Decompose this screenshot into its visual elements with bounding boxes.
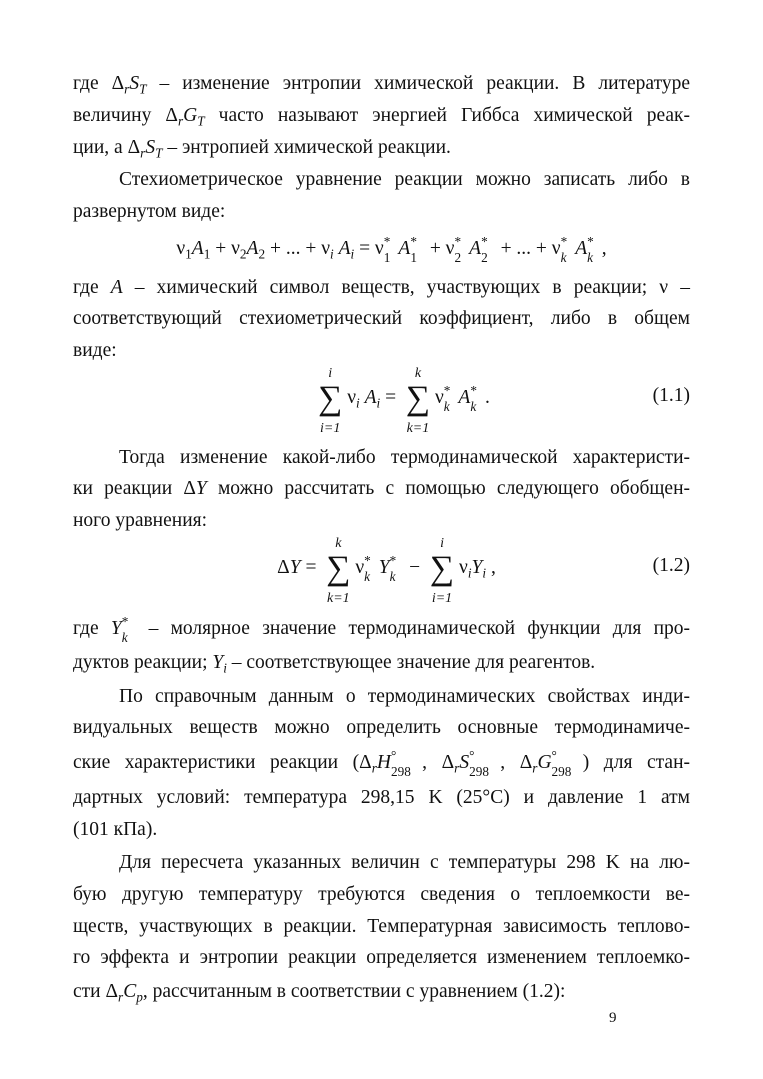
para7-line3: ществ, участвующих в реакции. Температурная зависимость теплово- <box>73 916 690 937</box>
para2-line1: Стехиометрическое уравнение реакции можно записать либо в <box>119 169 690 190</box>
para4-line3: ного уравнения: <box>73 510 208 531</box>
math-delta-r-g-t: $\Delta_rG_T$ <box>165 105 205 129</box>
para2-line2: развернутом виде: <box>73 201 226 222</box>
para5-line2: дуктов реакции; $Y_i$ – соответствующее значение для реагентов. <box>73 652 596 676</box>
para1-line3: ции, а $\Delta_rS_T$ – энтропией химической реакции. <box>73 137 451 161</box>
para7-line4: го эффекта и энтропии реакции определяется изменением теплоемко- <box>73 947 690 968</box>
math-y-i: $Y_i$ <box>212 652 227 676</box>
page-number: 9 <box>609 1010 617 1026</box>
para6-line2: видуальных веществ можно определить основные термодинамиче- <box>73 717 690 738</box>
math-delta-r-s-t-2: $\Delta_rS_T$ <box>127 137 163 161</box>
para4-line1: Тогда изменение какой-либо термодинамической характеристи- <box>119 447 690 468</box>
math-delta-r-c-p: $\Delta_rC_p$ <box>105 981 143 1005</box>
equation-1-2: ΔY = k ∑ k=1 ν * k Y * k − i ∑ i=1 $\nu_iY_i$ , <box>277 536 496 606</box>
para7-line1: Для пересчета указанных величин с температуры 298 K на лю- <box>119 852 690 873</box>
para7-line2: бую другую температуру требуются сведения о теплоемкости ве- <box>73 884 690 905</box>
math-a: A <box>110 277 123 298</box>
equation-1-2-number: (1.2) <box>652 555 690 576</box>
para6-line3: ские характеристики реакции ($\Delta_rH$ ° 298 , $\Delta_rS$ ° 298 , $\Delta_rG$ ° 298 ) для стан- <box>73 748 690 779</box>
para3-line2: соответствующий стехиометрический коэффициент, либо в общем <box>73 308 690 329</box>
para5-line1: где Y * k – молярное значение термодинамической функции для про- <box>73 614 690 645</box>
para1-line1: где $\Delta_rS_T$ – изменение энтропии химической реакции. В литературе <box>73 73 691 97</box>
equation-expanded: $\nu_1A_1 + \nu_2A_2$ + ... + $\nu_i$ $A_i = \nu$ * 1 A * 1 + ν * 2 A * 2 + ... + ν * k A * k , <box>176 234 607 265</box>
para1-line2: величину $\Delta_rG_T$ часто называют энергией Гиббса химической реак- <box>73 105 690 129</box>
para6-line4: дартных условий: температура 298,15 K (25°C) и давление 1 атм <box>73 787 690 808</box>
math-delta-y: ΔY <box>183 478 207 499</box>
para6-line5: (101 кПа). <box>73 819 158 840</box>
equation-1-1-number: (1.1) <box>652 385 690 406</box>
equation-1-1: i ∑ i=1 $\nu_i$ $A_i$ = k ∑ k=1 ν * k A * k . <box>318 366 490 436</box>
para7-line5: сти $\Delta_rC_p$, рассчитанным в соответствии с уравнением (1.2): <box>73 981 566 1005</box>
para3-line1: где A – химический символ веществ, участвующих в реакции; ν – <box>73 277 690 298</box>
math-delta-r-s-t: $\Delta_rS_T$ <box>111 73 147 97</box>
math-y-k-star: Y * k <box>110 614 129 645</box>
math-standard-values: $\Delta_rH$ ° 298 , $\Delta_rS$ ° 298 , $\Delta_rG$ ° 298 <box>359 748 572 779</box>
para6-line1: По справочным данным о термодинамических свойствах инди- <box>119 686 690 707</box>
para4-line2: ки реакции ΔY можно рассчитать с помощью следующего обобщен- <box>73 478 690 499</box>
para3-line3: виде: <box>73 340 117 361</box>
